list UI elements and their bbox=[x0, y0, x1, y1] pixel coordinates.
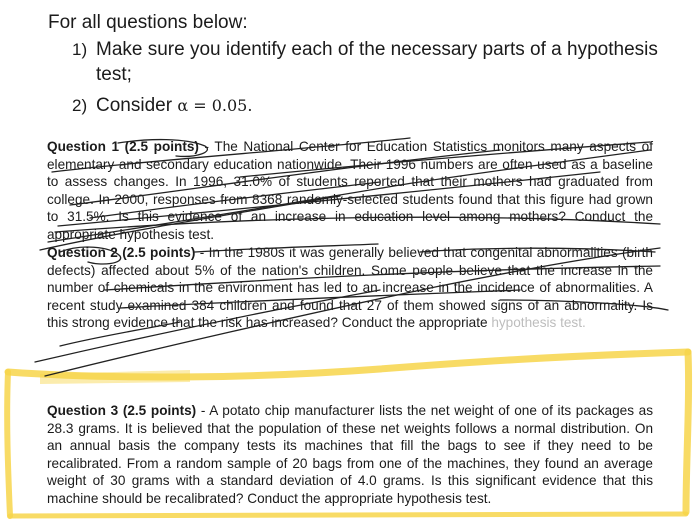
instruction-item-2 bbox=[72, 93, 672, 118]
highlight-wash bbox=[40, 370, 190, 384]
question-label: Question 2 bbox=[47, 245, 118, 260]
instruction-number: 1) bbox=[72, 40, 88, 59]
highlight-stroke-top bbox=[8, 352, 688, 377]
question-text: - A potato chip manufacturer lists the net weight of one of its packages as 28.3 grams. It is believed that the population of these net weights follows a normal distribution. On an annual basis the company tests its machines that fill the bags to see if they need to be recalibrated. From a random sample of 20 bags from one of the machines, they found an average weight of 30 grams with a standard deviation of 4.0 grams. Is this significant evidence that this machine should be recalibrated? Conduct the appropriate hypothesis test. bbox=[47, 403, 654, 506]
question-label: Question 1 bbox=[47, 139, 120, 154]
question-1 bbox=[47, 138, 653, 244]
question-text-faded: hypothesis test. bbox=[491, 315, 586, 331]
question-points: (2.5 points) bbox=[124, 139, 199, 154]
highlight-stroke-left bbox=[7, 372, 10, 516]
instruction-text: Consider bbox=[96, 95, 173, 116]
question-points: (2.5 points) bbox=[122, 403, 197, 418]
question-points: (2.5 points) bbox=[122, 245, 196, 260]
question-2 bbox=[47, 244, 653, 332]
question-text: - The National Center for Education Statistics monitors many aspects of elementary and secondary education nationwide. Their 1996 numbers are often used as a baseline to assess changes. In 1996, 31.0% of students reported that their mothers had graduated from college. In 2000, responses from 8368 randomly-selected students found that this figure had grown to 31.5%. Is this evidence of an increase in education level among mothers? Conduct the appropriate hypothesis test. bbox=[47, 139, 653, 242]
highlight-stroke-bottom bbox=[10, 514, 686, 516]
instruction-list bbox=[72, 37, 672, 118]
question-label: Question 3 bbox=[47, 403, 119, 418]
alpha-value: α = 0.05. bbox=[177, 96, 253, 115]
question-3 bbox=[47, 402, 653, 508]
highlight-stroke-right bbox=[686, 352, 689, 512]
instruction-item-1 bbox=[72, 37, 672, 87]
instruction-text: Make sure you identify each of the necessary parts of a hypothesis test; bbox=[96, 39, 658, 85]
intro-heading: For all questions below: bbox=[48, 12, 248, 33]
question-text: - In the 1980s it was generally believed that congenital abnormalities (birth defects) affected about 5% of the nation's children. Some people believe that the increase in the number of chemicals in the environment has led to an increase in the incidence of abnormalities. A recent study examined 384 children and found that 27 of them showed signs of an abnormality. Is this strong evidence that the risk has increased? Conduct the appropriate bbox=[47, 245, 653, 331]
instruction-number: 2) bbox=[72, 96, 88, 115]
